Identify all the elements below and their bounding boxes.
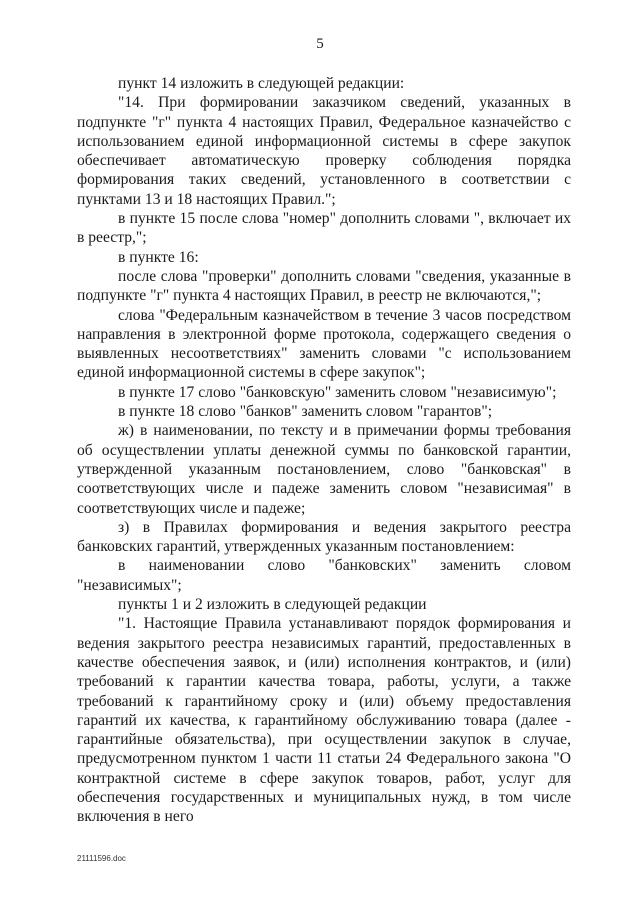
paragraph: ж) в наименовании, по тексту и в примечании формы требования об осуществлении уплаты денежной суммы по банковской гарантии, утвержденной указанным постановлением, слово "банковская" в соответствующих числе и падеже заменить словом "независимая" в соответствующих числе и падеже; [77,422,571,517]
paragraph: пункты 1 и 2 изложить в следующей редакции [118,596,427,614]
paragraph: в пункте 17 слово "банковскую" заменить словом "независимую"; [118,383,557,401]
paragraph: "14. При формировании заказчиком сведений, указанных в подпункте "г" пункта 4 настоящих Правил, Федеральное казначейство с использованием единой информационной системы в сфере закупок обеспечивает автоматическую проверку соблюдения порядка формирования таких сведений, установленного в соответствии с пунктами 13 и 18 настоящих Правил."; [77,94,571,208]
paragraph: в пункте 16: [118,248,199,266]
paragraph: пункт 14 изложить в следующей редакции: [118,75,405,92]
paragraph: после слова "проверки" дополнить словами "сведения, указанные в подпункте "г" пункта 4 настоящих Правил, в реестр не включаются,"; [77,267,571,305]
page-number: 5 [316,36,324,52]
paragraph: в пункте 15 после слова "номер" дополнить словами ", включает их в реестр,"; [77,210,571,247]
paragraph: слова "Федеральным казначейством в течение 3 часов посредством направления в электронной форме протокола, содержащего сведения о выявленных несоответствиях" заменить словами "с использованием единой информационной системы в сфере закупок"; [77,306,571,382]
paragraph: з) в Правилах формирования и ведения закрытого реестра банковских гарантий, утвержденных указанным постановлением: [77,518,571,556]
paragraph: в пункте 18 слово "банков" заменить словом "гарантов"; [118,403,493,421]
document-file-code: 21111596.doc [77,854,126,863]
paragraph: "1. Настоящие Правила устанавливают порядок формирования и ведения закрытого реестра независимых гарантий, предоставленных в качестве обеспечения заявок, и (или) исполнения контрактов, и (или) требований к гарантии качества товара, работы, услуги, а также требований к гарантийному сроку и (или) объему предоставления гарантий их качества, к гарантийному обслуживанию товара (далее - гарантийные обязательства), при осуществлении закупок в случае, предусмотренном пунктом 1 части 11 статьи 24 Федерального закона "О контрактной системе в сфере закупок товаров, работ, услуг для обеспечения государственных и муниципальных нужд, в том числе включения в него [77,615,571,826]
document-body [77,74,571,827]
paragraph: в наименовании слово "банковских" заменить словом "независимых"; [77,557,571,594]
